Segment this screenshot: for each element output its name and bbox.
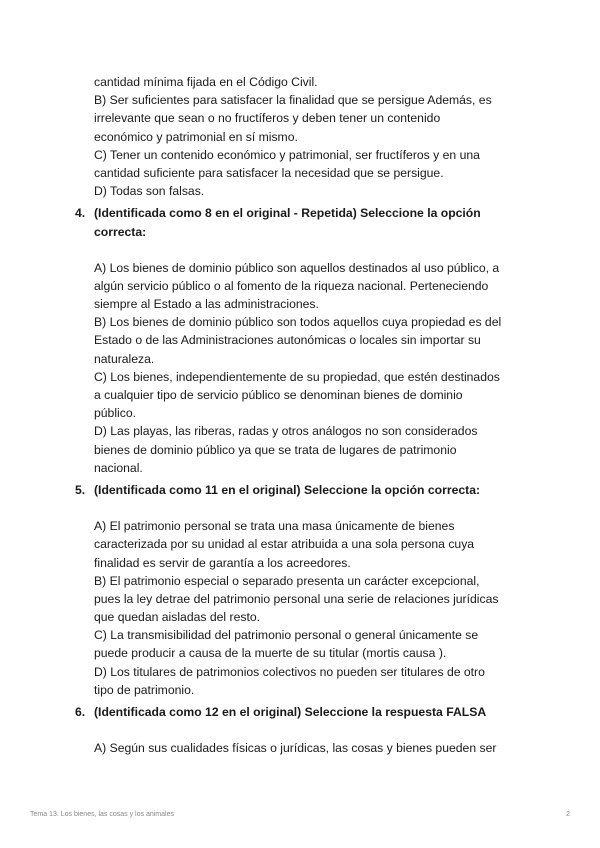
- answer-line: tipo de patrimonio.: [94, 682, 195, 697]
- question-number: 5.: [75, 482, 86, 497]
- answer-line: pues la ley detrae del patrimonio personal una serie de relaciones jurídicas: [94, 591, 499, 606]
- text-line: B) Ser suficientes para satisfacer la finalidad que se persigue Además, es: [94, 93, 492, 108]
- answer-line: puede producir a causa de la muerte de su titular (mortis causa ).: [94, 646, 447, 661]
- text-line: C) Tener un contenido económico y patrimonial, ser fructíferos y en una: [94, 147, 480, 162]
- answer-line: público.: [94, 406, 137, 421]
- answer-line: C) Los bienes, independientemente de su propiedad, que estén destinados: [94, 369, 500, 384]
- footer-chapter-title: Tema 13. Los bienes, las cosas y los animales: [30, 811, 174, 818]
- answer-line: D) Los titulares de patrimonios colectivos no pueden ser titulares de otro: [94, 664, 485, 679]
- question-title-line: (Identificada como 8 en el original - Repetida) Seleccione la opción: [94, 206, 481, 221]
- carryover-answers: [94, 73, 534, 200]
- question-title-line: (Identificada como 12 en el original) Seleccione la respuesta FALSA: [94, 705, 487, 719]
- text-line: económico y patrimonial en sí mismo.: [94, 129, 298, 144]
- question-4: [75, 204, 534, 477]
- page-content: [75, 73, 534, 757]
- question-number: 4.: [75, 206, 86, 221]
- question-title-line: correcta:: [94, 224, 147, 239]
- answer-line: B) Los bienes de dominio público son todos aquellos cuya propiedad es del: [94, 315, 502, 330]
- answer-line: caracterizada por su unidad al estar atribuida a una sola persona cuya: [94, 537, 475, 552]
- question-number: 6.: [75, 705, 86, 719]
- text-line: cantidad mínima fijada en el Código Civil.: [94, 75, 318, 89]
- question-title-line: (Identificada como 11 en el original) Seleccione la opción correcta:: [94, 482, 481, 497]
- text-line: cantidad suficiente para satisfacer la necesidad que se persigue.: [94, 165, 444, 180]
- answer-line: a cualquier tipo de servicio público se denominan bienes de dominio: [94, 388, 463, 402]
- answer-line: A) Los bienes de dominio público son aquellos destinados al uso público, a: [94, 260, 500, 275]
- answer-line: Estado o de las Administraciones autonómicas o locales sin importar su: [94, 333, 481, 348]
- page-number: 2: [566, 811, 570, 818]
- text-line: D) Todas son falsas.: [94, 184, 205, 199]
- answer-line: algún servicio público o al fomento de la riqueza nacional. Perteneciendo: [94, 278, 489, 293]
- answer-line: B) El patrimonio especial o separado presenta un carácter excepcional,: [94, 573, 480, 588]
- answer-line: A) Según sus cualidades físicas o jurídicas, las cosas y bienes pueden ser: [94, 741, 497, 756]
- question-6: [75, 703, 534, 757]
- page-footer: [30, 810, 570, 820]
- answer-line: siempre al Estado a las administraciones.: [94, 297, 319, 312]
- answer-line: bienes de dominio público ya que se trata de lugares de patrimonio: [94, 442, 457, 457]
- answer-line: D) Las playas, las riberas, radas y otros análogos no son considerados: [94, 424, 478, 439]
- answer-line: que quedan aisladas del resto.: [94, 610, 261, 625]
- answer-line: nacional.: [94, 460, 143, 475]
- answer-line: naturaleza.: [94, 351, 155, 366]
- text-line: irrelevante que sean o no fructíferos y deben tener un contenido: [94, 111, 441, 126]
- answer-line: finalidad es servir de garantía a los acreedores.: [94, 555, 351, 570]
- answer-line: A) El patrimonio personal se trata una masa únicamente de bienes: [94, 519, 455, 534]
- question-5: [75, 481, 534, 699]
- answer-line: C) La transmisibilidad del patrimonio personal o general únicamente se: [94, 628, 479, 643]
